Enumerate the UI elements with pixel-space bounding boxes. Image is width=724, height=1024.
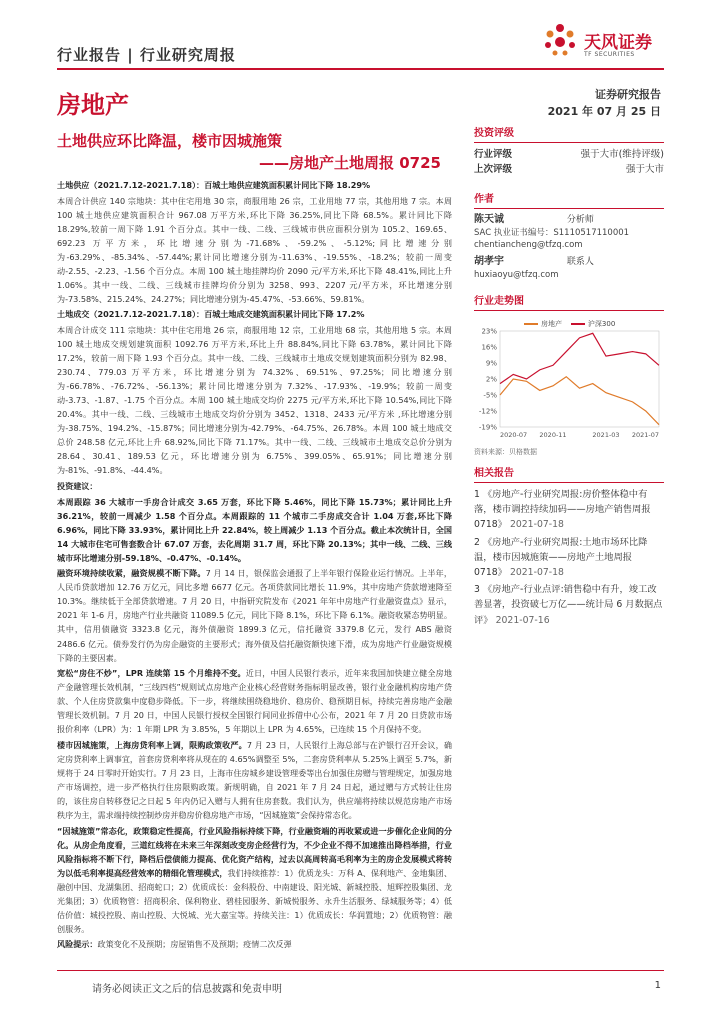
- y-tick-label: -12%: [478, 407, 497, 416]
- body-paragraph: [57, 738, 452, 822]
- body-paragraph: [57, 323, 452, 478]
- paragraph-text: 我们持续推荐：1）优质龙头：万科 A、保利地产、金地集团、融创中国、龙湖集团、招商蛇口；2）优质成长：金科股份、中南建设、阳光城、新城控股、旭辉控股集团、龙光集团；3）优质物管：招商积余、保利物业、碧桂园服务、新城悦服务、永升生活服务、绿城服务等；4）低估价值：城投控股、南山控股、大悦城、光大嘉宝等。持续关注：1）优质成长：华润置地；2）优质物管：融创服务。: [57, 867, 452, 934]
- related-report-title: 3 《房地产-行业点评:销售稳中有升，竣工改善显著，投资破七万亿——统计局 6 月数据点评》: [474, 584, 663, 626]
- rating-value: 强于大市(维持评级): [580, 149, 664, 160]
- author-section: [474, 190, 664, 281]
- industry-trend-chart: [474, 315, 664, 445]
- related-report-link[interactable]: [474, 582, 664, 628]
- body-paragraph: [57, 307, 452, 321]
- report-date: 2021 年 07 月 25 日: [547, 105, 661, 118]
- author-email-link[interactable]: chentiancheng@tfzq.com: [474, 240, 583, 250]
- page-number: 1: [654, 980, 661, 991]
- logo-mark-icon: [540, 20, 580, 60]
- chart-svg: [474, 315, 664, 445]
- rating-row: [474, 162, 664, 177]
- related-heading: 相关报告: [474, 464, 664, 483]
- paragraph-text: 本周合计成交 111 宗地块：其中住宅用地 26 宗，商服用地 12 宗，工业用地 68 宗，其他用地 5 宗。本周 100 城土地成交规划建筑面积 1092.76 万平方米,环比上升 88.84%,同比下降 63.78%，累计同比下降 17.2%，较前一周下降 1.93 个百分点。其中一线、二线、三线城市土地成交规划建筑面积分别为 82.98、230.74、779.03 万平方米，环比增速分别为 74.32%、69.51%、97.25%；同比增速分别为-66.78%、-76.72%、-56.13%；累计同比增速分别为 7.32%、-17.93%、-19.9%；较前一周变动-3.73、-1.87、-1.75 个百分点。本周 100 城土地成交均价 2275 元/平方米,环比下降 10.54%,同比下降 20.4%。其中一线、二线、三线城市土地成交均价分别为 3452、1318、2433 元/平方米 ,环比增速分别为-38.75%、194.2%、-15.87%；同比增速分别为-42.79%、-64.75%、26.78%。本周 100 城土地成交总价 248.58 亿元,环比上升 68.92%,同比下降 71.17%。其中一线、二线、三线城市土地成交总价分别为 28.64、30.41、189.53 亿元，环比增速分别为 6.75%、399.05%、65.91%；同比增速分别为-81%、-91.8%、-44.4%。: [57, 324, 452, 476]
- body-paragraph: [57, 194, 452, 306]
- plot-frame: [500, 331, 659, 427]
- header-rule: [57, 68, 664, 70]
- author-email-link[interactable]: huxiaoyu@tfzq.com: [474, 270, 559, 280]
- paragraph-lead: 楼市因城施策，上海房贷利率上调，限购政策收严。: [57, 739, 247, 750]
- logo-cn: 天风证券: [584, 33, 652, 53]
- legend-label: 沪深300: [587, 320, 616, 328]
- x-tick-label: 2020-07: [500, 431, 528, 439]
- paragraph-text: 7 月 23 日，人民银行上海总部与在沪银行召开会议，确定房贷利率上调事宜，首套房贷利率将从现在的 4.65%调整至 5%，二套房贷利率从 5.25%上调至 5.7%，新规将于 24 日零时开始实行。7 月 23 日，上海市住房城乡建设管理委等出台加强住房赠与管理规定，加强房地产市场调控，进一步严格执行住房限购政策。新规明确，自 2021 年 7 月 24 日起，通过赠与方式转让住房的，该住房自转移登记之日起 5 年内仍记入赠与人拥有住房套数。我们认为，供应端将持续以规范房地产市场秩序为主，需求端持续控制炒房并稳房价稳房地产市场，“因城施策”会保持常态化。: [57, 739, 452, 821]
- paragraph-lead: 宽松“房住不炒”，LPR 连续第 15 个月维持不变。: [57, 668, 246, 679]
- author-role: 联系人: [566, 257, 594, 267]
- author-name: 胡孝宇: [474, 256, 504, 267]
- y-tick-label: 2%: [485, 375, 497, 384]
- author-license: SAC 执业证书编号：S1110517110001: [474, 228, 630, 238]
- paragraph-lead: 风险提示：: [57, 939, 98, 950]
- legend-swatch-icon: [571, 323, 585, 325]
- related-report-date: 2021-07-18: [509, 519, 564, 531]
- legend-label: 房地产: [541, 320, 562, 328]
- author-name: 陈天诚: [474, 214, 504, 225]
- y-tick-label: 9%: [485, 359, 497, 368]
- paragraph-lead: 融资环境持续收紧，融资规模不断下降。: [57, 568, 206, 579]
- body-paragraph: [57, 937, 452, 951]
- paragraph-lead: 本周跟踪 36 大城市一手房合计成交 3.65 万套，环比下降 5.46%，同比下降 15.73%；累计同比上升 36.21%，较前一周减少 1.58 个百分点。本周跟踪的 11 个城市二手房成交合计 1.04 万套,环比下降 6.96%，同比下降 33.93%，累计同比上升 22.84%，较上周减少 1.13 个百分点。截止本次统计日，全国 14 大城市住宅可售套数合计 67.07 万套，去化周期 31.7 周，环比下降 20.13%；其中一线、二线、三线城市环比增速分别-59.18%、-0.47%、-0.14%。: [57, 496, 452, 563]
- y-tick-label: 23%: [481, 327, 497, 336]
- related-report-date: 2021-07-18: [509, 567, 564, 579]
- paragraph-text: 本周合计供应 140 宗地块：其中住宅用地 30 宗，商服用地 26 宗，工业用地 77 宗，其他用地 7 宗。本周 100 城土地供应建筑面积合计 967.08 万平方米,环比下降 36.25%,同比下降 68.5%。累计同比下降 18.29%,较前一周下降 1.91 个百分点。其中一线、二线、三线城市供应面积分别为 105.2、169.65、692.23 万平方米，环比增速分别为-71.68%、-59.2%、-5.12%;同比增速分别为-63.29%、-85.34%、-57.44%;累计同比增速分别为-11.63%、-19.55%、-18.2%；较前一周变动-2.55、-2.23、-1.56 个百分点。本周 100 城土地挂牌均价 2090 元/平方米,环比下降 48.41%,同比上升 1.06%。其中一线、二线、三线城市挂牌均价分别为 3258、993、2207 元/平方米，环比增速分别为-73.58%、215.24%、24.27%；同比增速分别为-45.47%、-53.66%、59.81%。: [57, 195, 452, 304]
- paragraph-text: 7 月 14 日，银保监会通报了上半年银行保险业运行情况。上半年，人民币贷款增加 12.76 万亿元，同比多增 6677 亿元。各项贷款同比增长 11.9%，其中房地产贷款增速降至 10.3%。继续低于全部贷款增速。7 月 20 日，中指研究院发布《2021 年年中房地产行业融资盘点》显示，2021 年 1-6 月，房地产行业共融资 11089.5 亿元，同比下降 8.1%，环比下降 6.1%。融资收紧态势明显。其中，信用债融资 3323.8 亿元，海外债融资 1899.3 亿元，信托融资 3379.8 亿元，发行 ABS 融资 2486.6 亿元。债券发行仍为房企融资的主要形式；海外债及信托融资额快速下滑，成为房地产行业融资规模下降的主要因素。: [57, 568, 452, 663]
- body-paragraph: [57, 824, 452, 936]
- paragraph-lead: 投资建议：: [57, 480, 98, 491]
- x-tick-label: 2020-11: [539, 431, 567, 439]
- paragraph-text: 近日，中国人民银行表示，近年来我国加快建立健全房地产金融管理长效机制，“三线四档”规则试点房地产企业核心经营财务指标明显改善，银行业金融机构房地产贷款、个人住房贷款集中度稳步降低。下一步，将继续围绕稳地价、稳房价、稳预期目标，持续完善房地产金融管理长效机制。7 月 20 日，中国人民银行授权全国银行间同业拆借中心公布，2021 年 7 月 20 日贷款市场报价利率（LPR）为：1 年期 LPR 为 3.85%，5 年期以上 LPR 为 4.65%，已连续 15 个月保持不变。: [57, 668, 452, 735]
- footer-rule: [57, 970, 664, 971]
- body-paragraph: [57, 566, 452, 664]
- paragraph-lead: 土地成交（2021.7.12-2021.7.18）：百城土地成交建筑面积累计同比下降 17.2%: [57, 309, 365, 320]
- rating-key: 行业评级: [474, 149, 513, 160]
- related-section: [474, 464, 664, 630]
- related-report-title: 1 《房地产-行业研究周报:房价整体稳中有落，楼市调控持续加码——房地产销售周报 0718》: [474, 489, 651, 531]
- chart-source: 资料来源：贝格数据: [474, 448, 537, 456]
- y-tick-label: 16%: [481, 343, 497, 352]
- rating-value: 强于大市: [625, 164, 664, 175]
- logo-en: TF SECURITIES: [584, 51, 635, 58]
- series-line: [500, 333, 659, 383]
- body-paragraph: [57, 178, 452, 192]
- rating-key: 上次评级: [474, 164, 513, 175]
- author-heading: 作者: [474, 190, 664, 209]
- paragraph-lead: “因城施策”常态化，政策稳定性提高，行业风险指标持续下降，行业融资端的再收紧或进一步催化企业间的分化。从房企角度看，三道红线将在未来三年深刻改变房企经营行为，不少企业不得不加速推出降档举措，行业风险指标将不断下行，降档后偿债能力提高、优化资产结构，过去以高周转高毛利率为主的房企发展模式将转为以低毛利率提高经营效率的精细化管理模式，: [57, 825, 452, 878]
- report-type: 证券研究报告: [595, 88, 661, 101]
- x-tick-label: 2021-03: [592, 431, 620, 439]
- report-category: 行业报告 | 行业研究周报: [57, 46, 236, 64]
- body-paragraph: [57, 666, 452, 736]
- y-tick-label: -19%: [478, 423, 497, 432]
- report-subtitle: ——房地产土地周报 0725: [259, 154, 441, 172]
- author-role: 分析师: [566, 215, 594, 225]
- rating-heading: 投资评级: [474, 124, 664, 143]
- x-tick-label: 2021-07: [631, 431, 659, 439]
- chart-heading: 行业走势图: [474, 292, 664, 311]
- related-report-date: 2021-07-16: [495, 614, 550, 626]
- rating-row: [474, 147, 664, 162]
- disclaimer: 请务必阅读正文之后的信息披露和免责申明: [92, 984, 282, 995]
- report-title: 土地供应环比降温，楼市因城施策: [57, 132, 283, 150]
- body-paragraph: [57, 479, 452, 493]
- rating-section: [474, 124, 664, 177]
- related-report-link[interactable]: [474, 535, 664, 581]
- chart-section: [474, 292, 664, 457]
- related-report-link[interactable]: [474, 487, 664, 533]
- related-report-title: 2 《房地产-行业研究周报:土地市场环比降温，楼市因城施策——房地产土地周报 0718》: [474, 536, 648, 579]
- y-tick-label: -5%: [483, 391, 497, 400]
- report-body: [57, 178, 452, 953]
- paragraph-text: 政策变化不及预期；房屋销售不及预期；疫情二次反弹: [97, 939, 292, 950]
- paragraph-lead: 土地供应（2021.7.12-2021.7.18）：百城土地供应建筑面积累计同比下降 18.29%: [57, 180, 371, 190]
- chart-legend: [524, 319, 615, 329]
- tf-securities-logo: [540, 20, 665, 64]
- body-paragraph: [57, 495, 452, 565]
- author-entry: [474, 255, 664, 281]
- series-line: [500, 377, 659, 425]
- sector-title: 房地产: [57, 91, 129, 119]
- legend-swatch-icon: [524, 323, 538, 325]
- author-entry: [474, 213, 664, 251]
